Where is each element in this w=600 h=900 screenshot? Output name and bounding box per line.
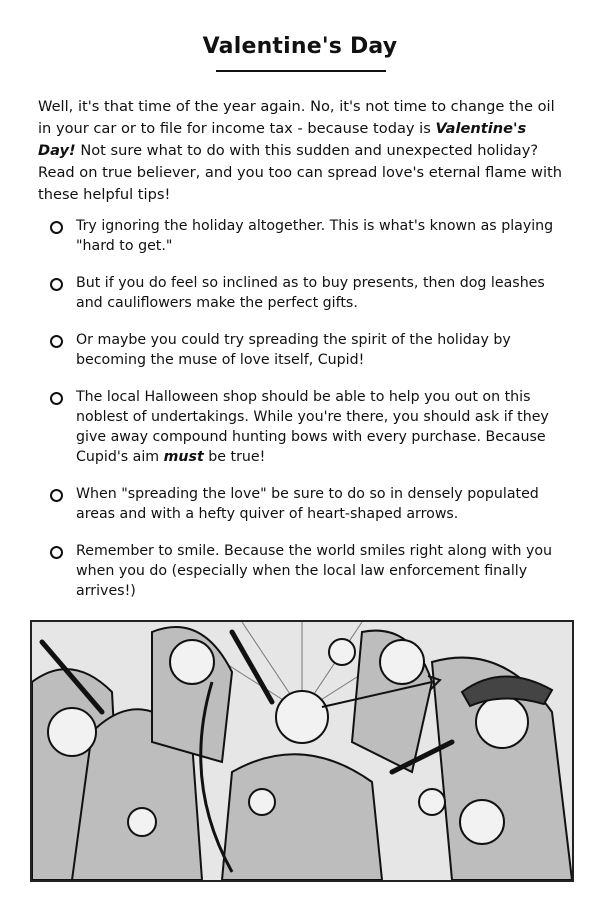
page-title: Valentine's Day <box>202 34 398 59</box>
intro-text-end: Not sure what to do with this sudden and unexpected holiday? Read on true believer, and you too can spread love's eternal flame with these helpful tips! <box>38 142 563 203</box>
tip-item <box>48 330 568 370</box>
tips-list <box>48 216 568 601</box>
tip-text: But if you do feel so inclined as to buy presents, then dog leashes and cauliflowers make the perfect gifts. <box>76 275 545 311</box>
tip-text: Or maybe you could try spreading the spirit of the holiday by becoming the muse of love itself, Cupid! <box>76 332 511 368</box>
intro-paragraph <box>38 96 568 206</box>
tip-text-start: The local Halloween shop should be able to help you out on this noblest of undertakings. While you're there, you should ask if they give away compound hunting bows with every purchase. Because Cupid's aim <box>76 389 549 465</box>
bullet-circle-icon <box>50 489 63 502</box>
title-underline <box>216 70 386 72</box>
tip-item <box>48 541 568 601</box>
tip-item <box>48 273 568 313</box>
intro-text-start: Well, it's that time of the year again. No, it's not time to change the oil in your car or to file for income tax - because today is <box>38 98 555 137</box>
tip-text: When "spreading the love" be sure to do so in densely populated areas and with a hefty quiver of heart-shaped arrows. <box>76 486 539 522</box>
illustration-drawing <box>32 622 572 880</box>
bullet-circle-icon <box>50 278 63 291</box>
bullet-circle-icon <box>50 546 63 559</box>
tip-text: Remember to smile. Because the world smiles right along with you when you do (especially when the local law enforcement finally arrives!) <box>76 543 553 599</box>
tip-text: Try ignoring the holiday altogether. This is what's known as playing "hard to get." <box>76 218 554 254</box>
tip-item <box>48 387 568 467</box>
tip-text-end: be true! <box>203 449 266 465</box>
bullet-circle-icon <box>50 221 63 234</box>
bullet-circle-icon <box>50 392 63 405</box>
tip-item <box>48 216 568 256</box>
bullet-circle-icon <box>50 335 63 348</box>
intro-emphasis: Valentine's Day! <box>38 120 527 159</box>
tip-item <box>48 484 568 524</box>
mob-scene-illustration <box>30 620 574 882</box>
tip-emphasis: must <box>163 449 204 465</box>
